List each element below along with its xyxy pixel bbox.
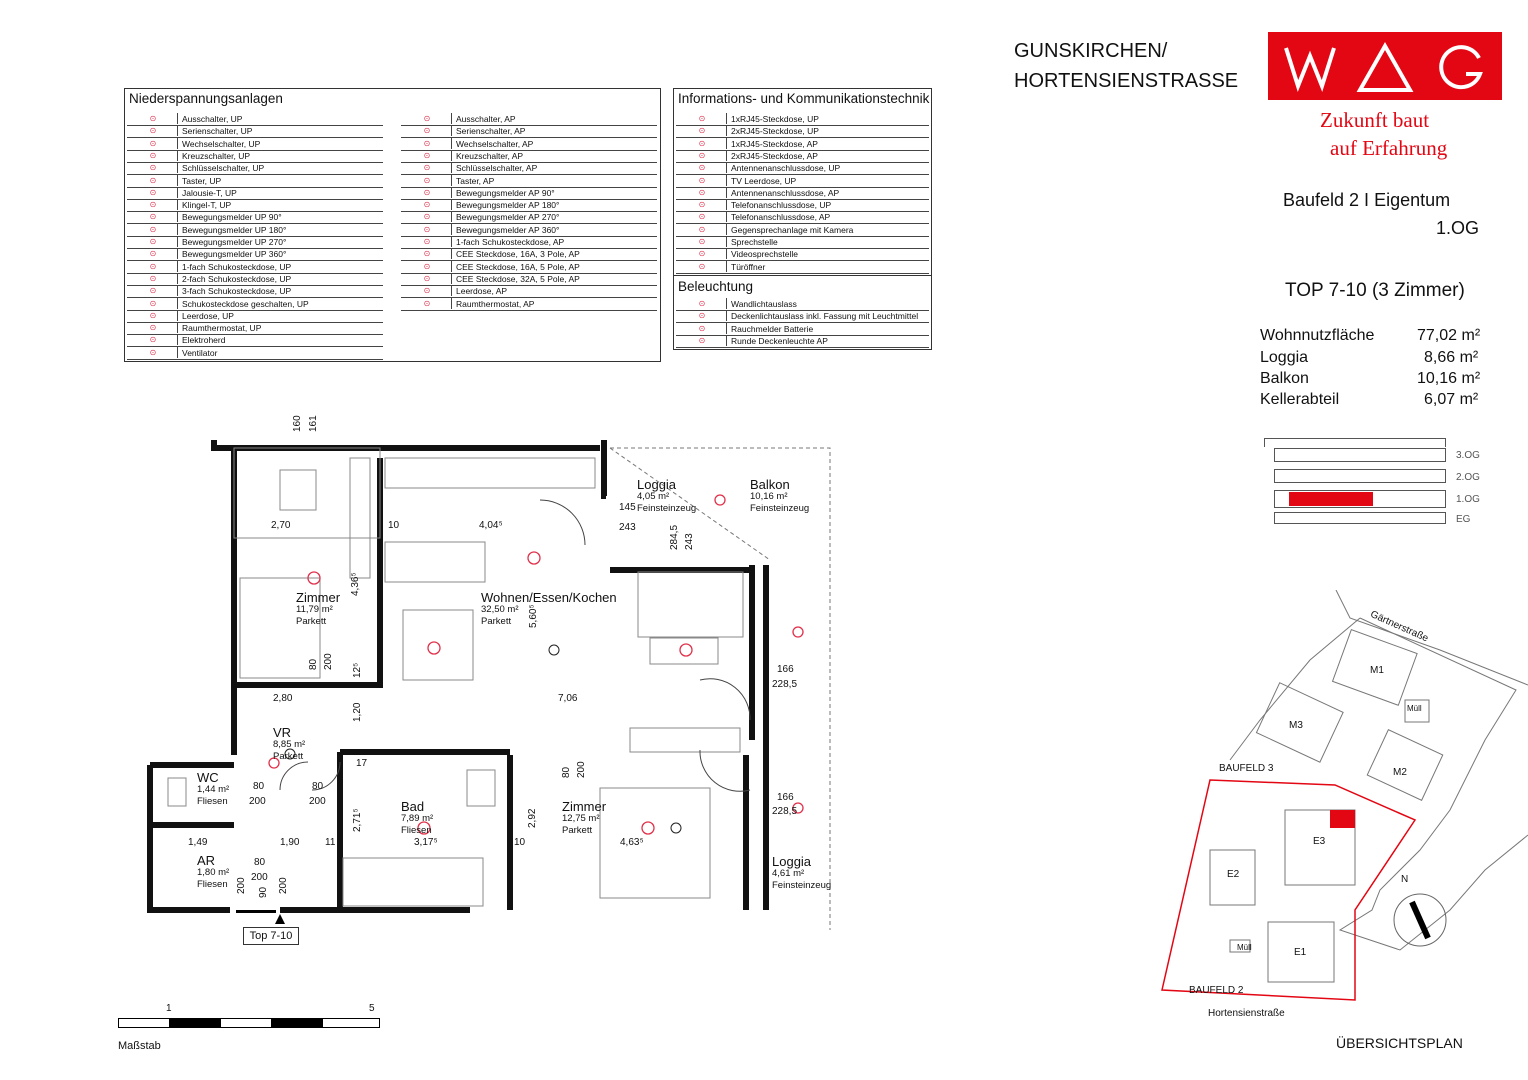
legend-label: Serienschalter, UP <box>182 126 253 137</box>
legend-symbol-icon: ⊙ <box>678 261 727 272</box>
legend-symbol-icon: ⊙ <box>678 248 727 259</box>
legend-symbol-icon: ⊙ <box>129 187 178 198</box>
legend-symbol-icon: ⊙ <box>129 224 178 235</box>
legend-row <box>401 187 657 200</box>
legend-symbol-icon: ⊙ <box>403 261 452 272</box>
legend-label: Bewegungsmelder AP 270° <box>456 212 560 223</box>
dimension-label: 1,90 <box>280 837 300 848</box>
site-m2: M2 <box>1393 767 1407 778</box>
dimension-label: 1,49 <box>188 837 208 848</box>
room-wohnen: Wohnen/Essen/Kochen 32,50 m² Parkett <box>481 590 617 627</box>
legend-label: Wandlichtauslass <box>731 299 797 309</box>
legend-label: 3-fach Schukosteckdose, UP <box>182 286 292 297</box>
legend-label: Elektroherd <box>182 335 226 346</box>
dimension-label: 200 <box>251 872 268 883</box>
project-title-line2: HORTENSIENSTRASSE <box>1014 70 1239 92</box>
floor-label: 1.OG <box>1436 218 1480 238</box>
legend-light-title: Beleuchtung <box>678 279 754 294</box>
top-label: TOP 7-10 (3 Zimmer) <box>1285 280 1465 301</box>
dimension-label: 11 <box>325 837 336 848</box>
legend-row <box>401 236 657 249</box>
legend-label: Antennenanschlussdose, AP <box>731 187 840 198</box>
legend-symbol-icon: ⊙ <box>678 335 727 346</box>
legend-row <box>401 150 657 163</box>
legend-row <box>127 211 383 224</box>
room-vr: VR 8,85 m² Parkett <box>273 725 306 762</box>
area-label-0: Wohnnutzfläche <box>1260 327 1375 344</box>
scale-start: 1 <box>166 1003 172 1014</box>
legend-row <box>127 261 383 274</box>
legend-label: TV Leerdose, UP <box>731 175 797 186</box>
legend-symbol-icon: ⊙ <box>129 298 178 309</box>
legend-label: Taster, AP <box>456 175 495 186</box>
scale-end: 5 <box>369 1003 375 1014</box>
legend-symbol-icon: ⊙ <box>678 162 727 173</box>
dimension-label: 4,04⁵ <box>479 520 503 531</box>
legend-row <box>676 211 929 224</box>
baufeld-label: Baufeld 2 I Eigentum <box>1283 190 1451 210</box>
legend-label: Leerdose, UP <box>182 310 234 321</box>
legend-label: Bewegungsmelder UP 270° <box>182 237 287 247</box>
legend-label: Deckenlichtauslass inkl. Fassung mit Leuchtmittel <box>731 311 919 322</box>
legend-label: Ausschalter, AP <box>456 114 516 124</box>
legend-left-column <box>127 113 383 359</box>
dimension-label: 3,17⁵ <box>414 837 438 848</box>
legend-symbol-icon: ⊙ <box>129 138 178 149</box>
floor-indicator <box>1264 438 1444 530</box>
legend-label: Jalousie-T, UP <box>182 187 237 198</box>
siteplan-title: ÜBERSICHTSPLAN <box>1336 1035 1463 1051</box>
legend-label: Kreuzschalter, UP <box>182 150 251 161</box>
dimension-label: 243 <box>619 522 636 533</box>
dimension-label: 10 <box>388 520 400 531</box>
site-m3: M3 <box>1289 720 1303 731</box>
dimension-label: 4,63⁵ <box>620 837 644 848</box>
legend-row <box>127 125 383 138</box>
logo-tagline-1: Zukunft baut <box>1320 108 1430 132</box>
legend-symbol-icon: ⊙ <box>129 162 178 173</box>
legend-row <box>127 347 383 360</box>
legend-row <box>676 187 929 200</box>
legend-row <box>401 285 657 298</box>
legend-low-voltage <box>124 88 661 362</box>
legend-symbol-icon: ⊙ <box>403 113 452 124</box>
area-value-0: 77,02 m² <box>1417 327 1481 344</box>
legend-row <box>127 310 383 323</box>
legend-label: CEE Steckdose, 16A, 3 Pole, AP <box>456 249 580 260</box>
legend-row <box>127 187 383 200</box>
legend-right-column <box>401 113 657 313</box>
room-bad: Bad 7,89 m² Fliesen <box>401 799 434 836</box>
dimension-label: 4,36⁵ <box>350 572 361 596</box>
legend-symbol-icon: ⊙ <box>678 211 727 222</box>
legend-row <box>127 236 383 249</box>
legend-label: Bewegungsmelder AP 360° <box>456 224 560 235</box>
room-wc: WC 1,44 m² Fliesen <box>197 770 230 807</box>
legend-symbol-icon: ⊙ <box>678 224 727 235</box>
dimension-label: 80 <box>561 766 572 778</box>
dimension-label: 228,5 <box>772 806 798 817</box>
legend-label: 1xRJ45-Steckdose, AP <box>731 138 818 149</box>
area-value-2: 10,16 m² <box>1417 370 1481 387</box>
legend-label: Telefonanschlussdose, AP <box>731 212 831 223</box>
area-value-1: 8,66 m² <box>1424 349 1479 366</box>
legend-row <box>127 322 383 335</box>
legend-symbol-icon: ⊙ <box>678 310 727 321</box>
dimension-label: 228,5 <box>772 679 798 690</box>
dimension-label: 2,70 <box>271 520 291 531</box>
legend-label: Klingel-T, UP <box>182 200 232 211</box>
dimension-label: 12⁵ <box>352 662 363 678</box>
floor-level-2og: 2.OG <box>1456 472 1480 483</box>
legend-row <box>127 199 383 212</box>
room-ar: AR 1,80 m² Fliesen <box>197 853 230 890</box>
legend-label: Runde Deckenleuchte AP <box>731 335 828 346</box>
dimension-label: 90 <box>258 886 269 898</box>
wag-logo <box>1268 32 1502 100</box>
dimension-label: 243 <box>684 533 695 550</box>
dimension-label: 161 <box>308 415 319 432</box>
room-zimmer-2: Zimmer 12,75 m² Parkett <box>562 799 607 836</box>
legend-row <box>401 199 657 212</box>
legend-symbol-icon: ⊙ <box>403 285 452 296</box>
legend-symbol-icon: ⊙ <box>129 285 178 296</box>
dimension-label: 1,20 <box>352 702 363 722</box>
legend-label: Serienschalter, AP <box>456 126 526 137</box>
legend-ikt-title: Informations- und Kommunikationstechnik <box>678 91 930 106</box>
site-muell-2: Müll <box>1237 943 1252 952</box>
legend-row <box>127 298 383 311</box>
dimension-label: 200 <box>249 796 266 807</box>
legend-symbol-icon: ⊙ <box>129 310 178 321</box>
dimension-label: 284,5 <box>669 524 680 550</box>
area-label-2: Balkon <box>1260 370 1309 387</box>
legend-symbol-icon: ⊙ <box>678 298 727 309</box>
dimension-label: 5,60⁵ <box>528 604 539 628</box>
site-e2: E2 <box>1227 869 1240 880</box>
legend-symbol-icon: ⊙ <box>403 273 452 284</box>
dimension-label: 80 <box>254 857 266 868</box>
legend-row <box>401 261 657 274</box>
legend-row <box>676 224 929 237</box>
legend-label: Türöffner <box>731 261 766 272</box>
legend-symbol-icon: ⊙ <box>403 150 452 161</box>
legend-row <box>127 175 383 188</box>
legend-label: Raumthermostat, AP <box>456 298 535 309</box>
legend-label: Videosprechstelle <box>731 249 798 260</box>
legend-symbol-icon: ⊙ <box>129 150 178 161</box>
legend-row <box>676 150 929 163</box>
site-street-bottom: Hortensienstraße <box>1208 1008 1285 1019</box>
north-icon: N <box>1401 874 1409 885</box>
site-street-top: Gärtnerstraße <box>1368 609 1430 645</box>
scale-bar <box>118 1018 380 1028</box>
legend-row <box>676 310 929 323</box>
dimension-label: 200 <box>236 877 247 894</box>
legend-row <box>401 248 657 261</box>
site-e1: E1 <box>1294 947 1307 958</box>
legend-symbol-icon: ⊙ <box>129 125 178 136</box>
legend-light-column <box>676 298 929 348</box>
legend-row <box>127 150 383 163</box>
legend-row <box>401 162 657 175</box>
legend-label: Wechselschalter, UP <box>182 138 261 149</box>
legend-symbol-icon: ⊙ <box>403 199 452 210</box>
floor-level-1og: 1.OG <box>1456 494 1480 505</box>
dimension-label: 2,71⁵ <box>352 808 363 832</box>
logo-tagline-2: auf Erfahrung <box>1330 136 1448 160</box>
legend-row <box>401 125 657 138</box>
room-balkon: Balkon 10,16 m² Feinsteinzeug <box>750 477 810 514</box>
site-muell-1: Müll <box>1407 704 1422 713</box>
legend-symbol-icon: ⊙ <box>129 175 178 186</box>
legend-label: 2xRJ45-Steckdose, UP <box>731 126 819 137</box>
legend-label: Telefonanschlussdose, UP <box>731 200 832 211</box>
area-value-3: 6,07 m² <box>1424 391 1479 408</box>
legend-symbol-icon: ⊙ <box>403 298 452 309</box>
legend-symbol-icon: ⊙ <box>678 175 727 186</box>
legend-symbol-icon: ⊙ <box>678 125 727 136</box>
dimension-label: 200 <box>576 761 587 778</box>
legend-symbol-icon: ⊙ <box>129 113 178 124</box>
legend-row <box>401 273 657 286</box>
dimension-label: 160 <box>292 415 303 432</box>
legend-label: Raumthermostat, UP <box>182 323 262 334</box>
legend-row <box>127 285 383 298</box>
legend-symbol-icon: ⊙ <box>678 323 727 334</box>
dimension-label: 145 <box>619 502 636 513</box>
legend-row <box>676 298 929 311</box>
legend-symbol-icon: ⊙ <box>129 211 178 222</box>
legend-row <box>127 113 383 126</box>
legend-row <box>127 224 383 237</box>
legend-symbol-icon: ⊙ <box>403 138 452 149</box>
legend-symbol-icon: ⊙ <box>403 211 452 222</box>
legend-label: Bewegungsmelder UP 180° <box>182 224 287 235</box>
room-zimmer-1: Zimmer 11,79 m² Parkett <box>296 590 341 627</box>
legend-symbol-icon: ⊙ <box>678 113 727 124</box>
scale-label: Maßstab <box>118 1040 161 1052</box>
legend-label: Schlüsselschalter, AP <box>456 163 538 174</box>
legend-row <box>676 199 929 212</box>
legend-label: 1xRJ45-Steckdose, UP <box>731 114 819 124</box>
legend-label: Kreuzschalter, AP <box>456 150 524 161</box>
dimension-label: 80 <box>312 781 324 792</box>
legend-symbol-icon: ⊙ <box>678 199 727 210</box>
legend-symbol-icon: ⊙ <box>129 334 178 345</box>
legend-row <box>127 334 383 347</box>
legend-symbol-icon: ⊙ <box>129 273 178 284</box>
legend-row <box>676 261 929 274</box>
legend-label: Bewegungsmelder UP 360° <box>182 249 287 260</box>
dimension-label: 200 <box>278 877 289 894</box>
legend-row <box>676 113 929 126</box>
legend-row <box>401 211 657 224</box>
legend-row <box>676 323 929 336</box>
legend-label: 2-fach Schukosteckdose, UP <box>182 273 292 284</box>
area-label-1: Loggia <box>1260 349 1309 366</box>
legend-label: Bewegungsmelder UP 90° <box>182 212 282 223</box>
legend-label: CEE Steckdose, 16A, 5 Pole, AP <box>456 261 580 272</box>
site-baufeld2: BAUFELD 2 <box>1189 985 1244 996</box>
site-plan <box>1150 590 1528 1010</box>
wag-logo-letters <box>1268 32 1502 100</box>
legend-row <box>127 273 383 286</box>
floor-plan <box>130 410 850 950</box>
legend-row <box>127 162 383 175</box>
legend-symbol-icon: ⊙ <box>129 199 178 210</box>
legend-label: Antennenanschlussdose, UP <box>731 163 841 174</box>
legend-label: Taster, UP <box>182 175 222 186</box>
legend-label: Wechselschalter, AP <box>456 138 534 149</box>
legend-label: Bewegungsmelder AP 180° <box>456 200 560 211</box>
legend-symbol-icon: ⊙ <box>403 187 452 198</box>
dimension-label: 166 <box>777 792 794 803</box>
legend-ikt <box>673 88 932 350</box>
legend-symbol-icon: ⊙ <box>403 125 452 136</box>
legend-label: Ventilator <box>182 347 218 358</box>
legend-row <box>127 138 383 151</box>
legend-row <box>401 175 657 188</box>
dimension-label: 17 <box>356 758 368 769</box>
dimension-label: 2,80 <box>273 693 293 704</box>
legend-row <box>676 162 929 175</box>
entrance-label: Top 7-10 <box>243 927 299 945</box>
floor-level-3og: 3.OG <box>1456 450 1480 461</box>
legend-symbol-icon: ⊙ <box>678 138 727 149</box>
site-m1: M1 <box>1370 665 1384 676</box>
dimension-label: 80 <box>308 658 319 670</box>
legend-symbol-icon: ⊙ <box>129 236 178 247</box>
legend-label: Rauchmelder Batterie <box>731 323 814 334</box>
legend-symbol-icon: ⊙ <box>678 236 727 247</box>
dimension-label: 200 <box>309 796 326 807</box>
dimension-label: 166 <box>777 664 794 675</box>
legend-label: Schlüsselschalter, UP <box>182 163 265 174</box>
dimension-label: 2,92 <box>527 808 538 828</box>
dimension-label: 7,06 <box>558 693 578 704</box>
legend-ikt-column <box>676 113 929 273</box>
area-label-3: Kellerabteil <box>1260 391 1340 408</box>
legend-label: Ausschalter, UP <box>182 114 243 124</box>
project-title-line1: GUNSKIRCHEN/ <box>1014 40 1168 62</box>
legend-symbol-icon: ⊙ <box>129 261 178 272</box>
legend-label: CEE Steckdose, 32A, 5 Pole, AP <box>456 273 580 284</box>
legend-symbol-icon: ⊙ <box>403 175 452 186</box>
legend-row <box>676 175 929 188</box>
legend-label: Bewegungsmelder AP 90° <box>456 187 555 198</box>
room-loggia-2: Loggia 4,61 m² Feinsteinzeug <box>772 854 832 891</box>
legend-symbol-icon: ⊙ <box>678 187 727 198</box>
legend-row <box>676 236 929 249</box>
legend-row <box>401 113 657 126</box>
floor-level-eg: EG <box>1456 514 1471 525</box>
legend-row <box>401 224 657 237</box>
legend-symbol-icon: ⊙ <box>129 347 178 358</box>
legend-label: Leerdose, AP <box>456 286 508 297</box>
legend-symbol-icon: ⊙ <box>403 162 452 173</box>
legend-symbol-icon: ⊙ <box>403 236 452 247</box>
legend-label: Gegensprechanlage mit Kamera <box>731 224 854 235</box>
floor-indicator-current <box>1274 490 1446 508</box>
site-e3: E3 <box>1313 836 1326 847</box>
dimension-label: 10 <box>514 837 526 848</box>
dimension-label: 80 <box>253 781 265 792</box>
legend-row <box>401 138 657 151</box>
legend-symbol-icon: ⊙ <box>403 224 452 235</box>
legend-symbol-icon: ⊙ <box>678 150 727 161</box>
legend-symbol-icon: ⊙ <box>129 322 178 333</box>
legend-row <box>676 138 929 151</box>
legend-label: Schukosteckdose geschalten, UP <box>182 298 309 309</box>
legend-symbol-icon: ⊙ <box>129 248 178 259</box>
legend-row <box>676 125 929 138</box>
dimension-label: 200 <box>323 653 334 670</box>
legend-label: Sprechstelle <box>731 237 778 247</box>
legend-label: 2xRJ45-Steckdose, AP <box>731 150 818 161</box>
legend-low-voltage-title: Niederspannungsanlagen <box>129 91 283 106</box>
legend-row <box>676 248 929 261</box>
legend-row <box>676 335 929 348</box>
legend-row <box>401 298 657 311</box>
site-baufeld3: BAUFELD 3 <box>1219 763 1274 774</box>
legend-row <box>127 248 383 261</box>
legend-symbol-icon: ⊙ <box>403 248 452 259</box>
legend-label: 1-fach Schukosteckdose, AP <box>456 237 565 247</box>
legend-label: 1-fach Schukosteckdose, UP <box>182 261 292 272</box>
room-loggia-1: Loggia 4,05 m² Feinsteinzeug <box>637 477 697 514</box>
